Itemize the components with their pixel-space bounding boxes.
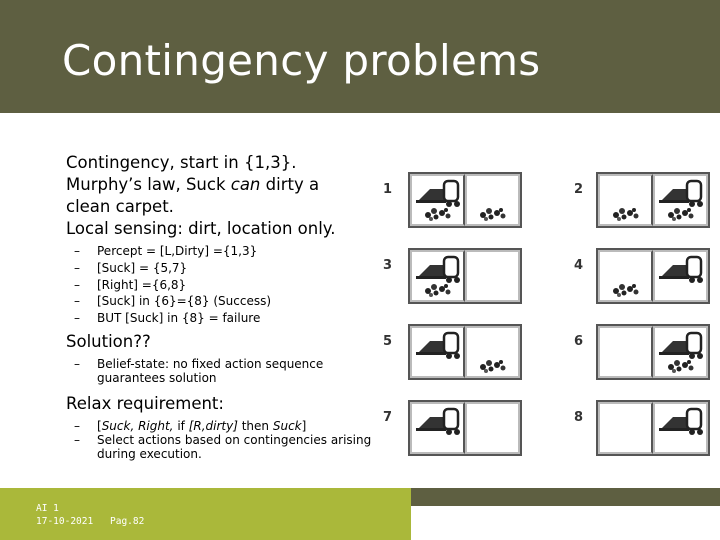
title-bar	[0, 0, 720, 113]
dirt-icon	[612, 282, 642, 302]
footer-date: 17-10-2021	[36, 516, 94, 527]
state-diagram	[408, 324, 522, 380]
relax-heading: Relax requirement:	[66, 393, 224, 413]
left-room	[410, 250, 465, 302]
dirt-icon	[667, 358, 697, 378]
right-room	[653, 402, 708, 454]
solution-item: – Belief-state: no fixed action sequence guarantees solution	[74, 356, 324, 385]
percept-item: – [Right] ={6,8}	[74, 277, 187, 292]
dirt-icon	[612, 206, 642, 226]
state-diagram	[596, 324, 710, 380]
state-number: 4	[574, 258, 584, 273]
bullet-contingency: Contingency, start in {1,3}.	[66, 153, 297, 172]
vacuum-icon	[416, 179, 464, 213]
relax-item: – Select actions based on contingencies arising during execution.	[74, 432, 372, 461]
bullet-murphy: Murphy’s law, Suck can dirty a	[66, 175, 320, 194]
footer-course: AI 1	[36, 503, 59, 514]
vacuum-icon	[659, 331, 707, 365]
footer-bar	[0, 488, 411, 540]
state-number: 2	[574, 182, 584, 197]
dirt-icon	[479, 206, 509, 226]
state-number: 3	[383, 258, 393, 273]
dirt-icon	[479, 358, 509, 378]
vacuum-icon	[416, 331, 464, 365]
right-room	[465, 326, 520, 378]
right-room	[465, 402, 520, 454]
relax-item: – [Suck, Right, if [R,dirty] then Suck]	[74, 418, 307, 433]
slide-content	[66, 152, 376, 461]
left-room	[598, 250, 653, 302]
state-diagram	[408, 248, 522, 304]
bullet-murphy-cont: clean carpet.	[66, 197, 174, 216]
dirt-icon	[667, 206, 697, 226]
state-number: 5	[383, 334, 393, 349]
bullet-local-sensing: Local sensing: dirt, location only.	[66, 219, 336, 238]
left-room	[410, 326, 465, 378]
right-room	[465, 174, 520, 226]
state-number: 6	[574, 334, 584, 349]
vacuum-icon	[659, 407, 707, 441]
right-room	[653, 250, 708, 302]
left-room	[598, 174, 653, 226]
vacuum-icon	[659, 255, 707, 289]
percept-item: – [Suck] in {6}={8} (Success)	[74, 294, 272, 309]
right-room	[653, 326, 708, 378]
percept-item: – BUT [Suck] in {8} = failure	[74, 311, 261, 326]
state-diagram	[596, 400, 710, 456]
footer-page: Pag.82	[110, 516, 145, 527]
percept-item: – Percept = [L,Dirty] ={1,3}	[74, 244, 258, 258]
percept-item: – [Suck] = {5,7}	[74, 260, 188, 275]
state-diagram	[596, 172, 710, 228]
state-diagram	[408, 172, 522, 228]
dirt-icon	[424, 206, 454, 226]
footer-accent-bar	[411, 488, 720, 506]
left-room	[598, 402, 653, 454]
vacuum-icon	[416, 255, 464, 289]
right-room	[653, 174, 708, 226]
vacuum-icon	[416, 407, 464, 441]
right-room	[465, 250, 520, 302]
dirt-icon	[424, 282, 454, 302]
slide-title: Contingency problems	[62, 36, 541, 85]
vacuum-icon	[659, 179, 707, 213]
state-diagram	[408, 400, 522, 456]
percept-list	[66, 243, 376, 327]
state-number: 7	[383, 410, 393, 425]
left-room	[410, 402, 465, 454]
left-room	[410, 174, 465, 226]
state-diagram	[596, 248, 710, 304]
solution-heading: Solution??	[66, 331, 151, 351]
state-number: 8	[574, 410, 584, 425]
left-room	[598, 326, 653, 378]
state-number: 1	[383, 182, 393, 197]
